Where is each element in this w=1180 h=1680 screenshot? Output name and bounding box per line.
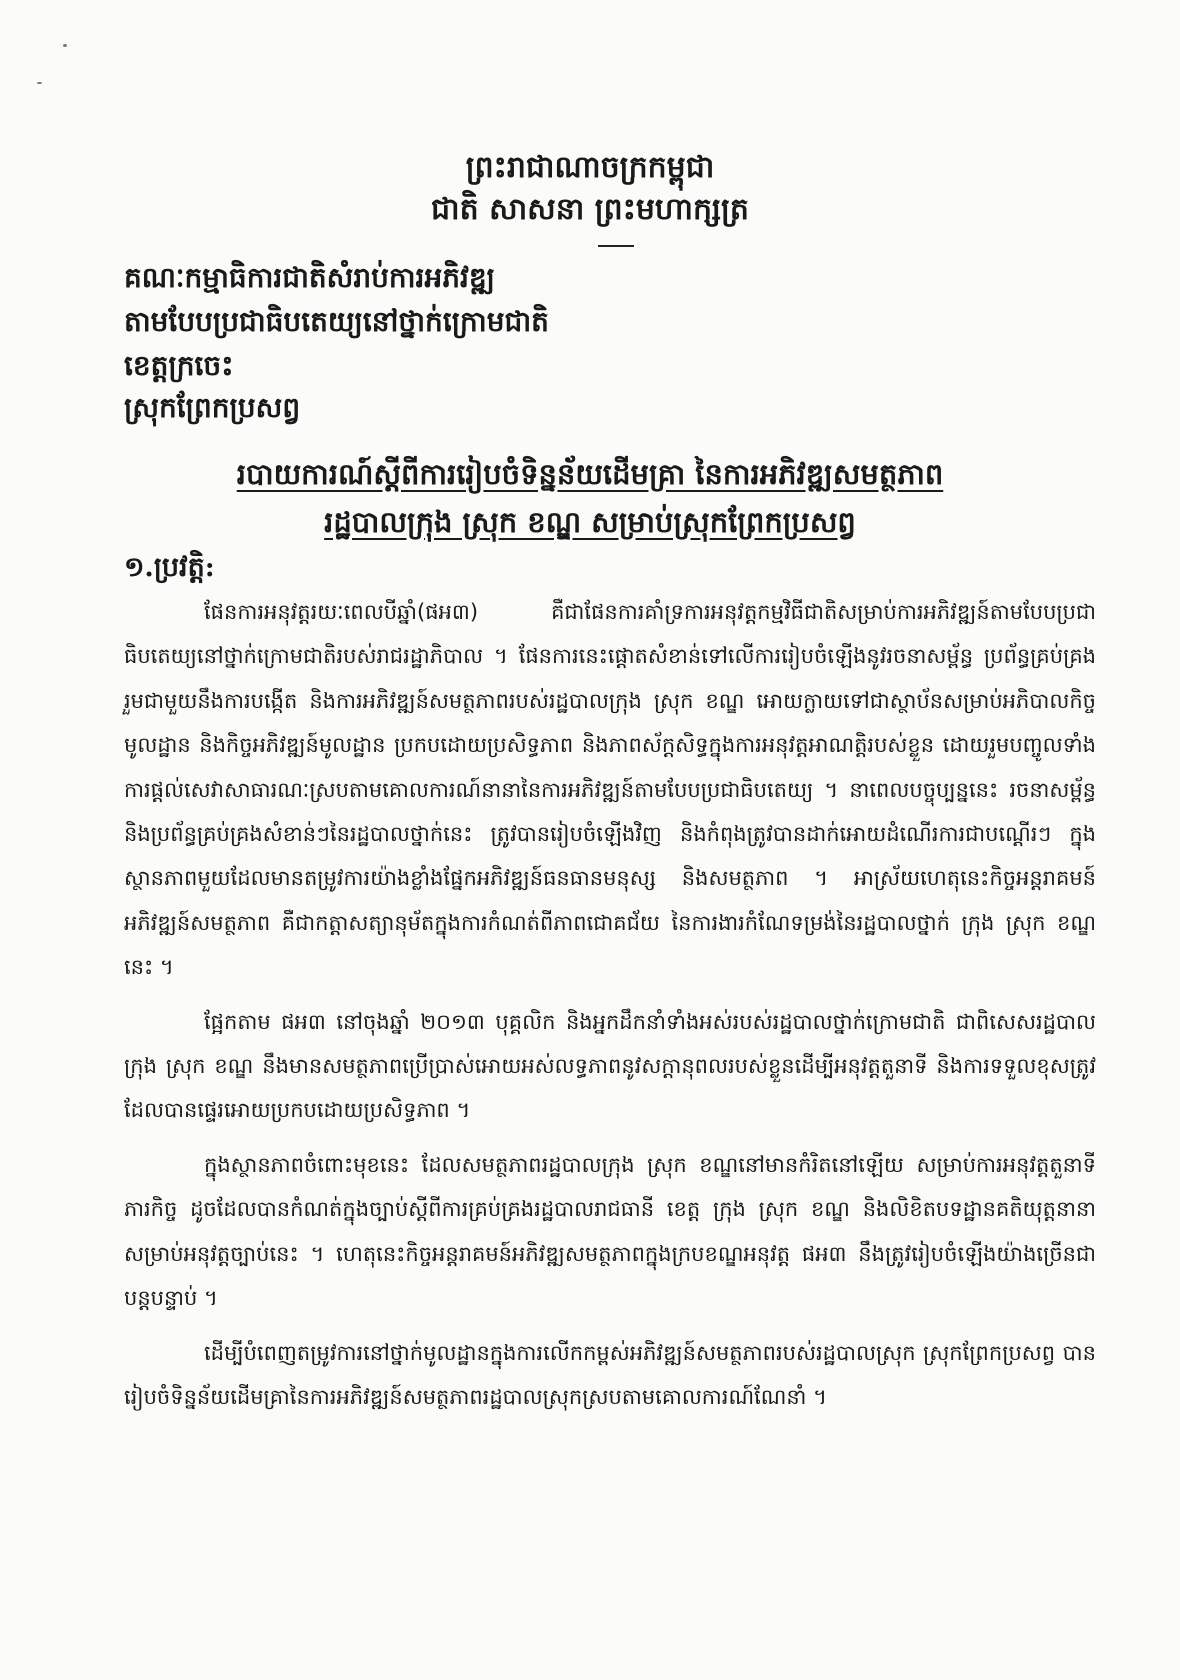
report-title-line1: របាយការណ៍ស្តីពីការរៀបចំទិន្នន័យដើមគ្រា នៃការអភិវឌ្ឍសមត្ថភាព xyxy=(236,457,944,491)
scan-speck xyxy=(37,82,42,84)
report-title-line2: រដ្ឋបាលក្រុង ស្រុក ខណ្ឌ សម្រាប់ស្រុកព្រែកប្រសព្វ xyxy=(324,505,856,539)
scan-speck xyxy=(63,44,67,47)
issuer-committee-level: តាមបែបប្រជាធិបតេយ្យនៅថ្នាក់ក្រោមជាតិ xyxy=(124,305,549,338)
kingdom-motto-line1: ព្រះរាជាណាចក្រកម្ពុជា xyxy=(465,150,715,185)
issuer-district: ស្រុកព្រែកប្រសព្វ xyxy=(124,391,301,424)
document-body xyxy=(124,590,1096,1429)
issuer-committee: គណៈកម្មាធិការជាតិសំរាប់ការអភិវឌ្ឍ xyxy=(124,261,495,294)
issuer-province: ខេត្តក្រចេះ xyxy=(124,349,234,382)
body-paragraph: ក្នុងស្ថានភាពចំពោះមុខនេះ ដែលសមត្ថភាពរដ្ឋបាលក្រុង ស្រុក ខណ្ឌនៅមានកំរិតនៅឡើយ សម្រាប់ការអនុវត្តតួនាទី ភារកិច្ច ដូចដែលបានកំណត់ក្នុងច្បាប់ស្តីពីការគ្រប់គ្រងរដ្ឋបាលរាជធានី ខេត្ត ក្រុង ស្រុក ខណ្ឌ និងលិខិតបទដ្ឋានគតិយុត្តនានាសម្រាប់អនុវត្តច្បាប់នេះ ។ ហេតុនេះកិច្ចអន្តរាគមន៍អភិវឌ្ឍសមត្ថភាពក្នុងក្របខណ្ឌអនុវត្ត ផអ៣ នឹងត្រូវរៀបចំឡើងយ៉ាងច្រើនជាបន្តបន្ទាប់ ។ xyxy=(124,1152,1096,1311)
body-paragraph: ផែនការអនុវត្តរយៈពេលបីឆ្នាំ(ផអ៣) គឺជាផែនការគាំទ្រការអនុវត្តកម្មវិធីជាតិសម្រាប់ការអភិវឌ្ឍន៍តាមបែបប្រជាធិបតេយ្យនៅថ្នាក់ក្រោមជាតិរបស់រាជរដ្ឋាភិបាល ។ ផែនការនេះផ្តោតសំខាន់ទៅលើការរៀបចំឡើងនូវរចនាសម្ព័ន្ធ ប្រព័ន្ធគ្រប់គ្រង រួមជាមួយនឹងការបង្កើត និងការអភិវឌ្ឍន៍សមត្ថភាពរបស់រដ្ឋបាលក្រុង ស្រុក ខណ្ឌ អោយក្លាយទៅជាស្ថាប័នសម្រាប់អភិបាលកិច្ចមូលដ្ឋាន និងកិច្ចអភិវឌ្ឍន៍មូលដ្ឋាន ប្រកបដោយប្រសិទ្ធភាព និងភាពស័ក្តសិទ្ធក្នុងការអនុវត្តអាណត្តិរបស់ខ្លួន ដោយរួមបញ្ចូលទាំងការផ្តល់សេវាសាធារណៈស្របតាមគោលការណ៍នានានៃការអភិវឌ្ឍន៍តាមបែបប្រជាធិបតេយ្យ ។ នាពេលបច្ចុប្បន្ននេះ រចនាសម្ព័ន្ធនិងប្រព័ន្ធគ្រប់គ្រងសំខាន់ៗនៃរដ្ឋបាលថ្នាក់នេះ ត្រូវបានរៀបចំឡើងវិញ និងកំពុងត្រូវបានដាក់អោយដំណើរការជាបណ្តើរៗ ក្នុងស្ថានភាពមួយដែលមានតម្រូវការយ៉ាងខ្លាំងផ្នែកអភិវឌ្ឍន៍ធនធានមនុស្ស និងសមត្ថភាព ។ អាស្រ័យហេតុនេះកិច្ចអន្តរាគមន៍អភិវឌ្ឍន៍សមត្ថភាព គឺជាកត្តាសត្យានុម័តក្នុងការកំណត់ពីភាពជោគជ័យ នៃការងារកំណែទម្រង់នៃរដ្ឋបាលថ្នាក់ ក្រុង ស្រុក ខណ្ឌ នេះ ។ xyxy=(124,600,1096,980)
body-paragraph: ផ្អែកតាម ផអ៣ នៅចុងឆ្នាំ ២០១៣ បុគ្គលិក និងអ្នកដឹកនាំទាំងអស់របស់រដ្ឋបាលថ្នាក់ក្រោមជាតិ ជាពិសេសរដ្ឋបាលក្រុង ស្រុក ខណ្ឌ នឹងមានសមត្ថភាពប្រើប្រាស់អោយអស់លទ្ធភាពនូវសក្តានុពលរបស់ខ្លួនដើម្បីអនុវត្តតួនាទី និងការទទួលខុសត្រូវដែលបានផ្ទេរអោយប្រកបដោយប្រសិទ្ធភាព ។ xyxy=(124,1009,1096,1123)
kingdom-motto-line2: ជាតិ សាសនា ព្រះមហាក្សត្រ xyxy=(431,192,749,227)
section-heading: ១.ប្រវត្តិ: xyxy=(124,552,215,583)
body-paragraph: ដើម្បីបំពេញតម្រូវការនៅថ្នាក់មូលដ្ឋានក្នុងការលើកកម្ពស់អភិវឌ្ឍន៍សមត្ថភាពរបស់រដ្ឋបាលស្រុក ស្រុកព្រែកប្រសព្វ បានរៀបចំទិន្នន័យដើមគ្រានៃការអភិវឌ្ឍន៍សមត្ថភាពរដ្ឋបាលស្រុកស្របតាមគោលការណ៍ណែនាំ ។ xyxy=(124,1340,1096,1409)
motto-divider xyxy=(598,245,634,247)
